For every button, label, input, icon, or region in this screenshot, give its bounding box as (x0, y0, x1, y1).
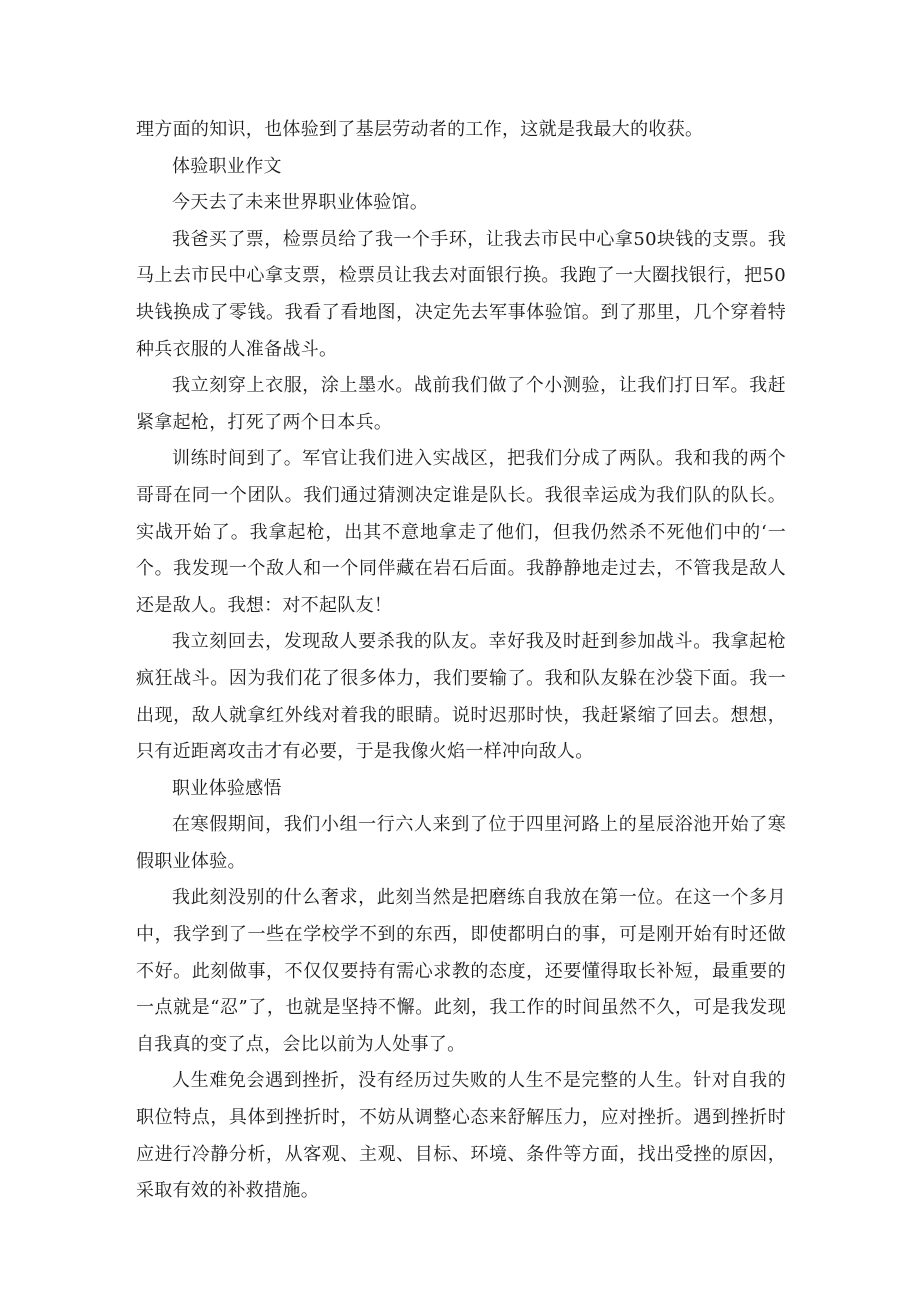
paragraph: 在寒假期间，我们小组一行六人来到了位于四里河路上的星辰浴池开始了寒假职业体验。 (136, 814, 786, 872)
paragraph: 今天去了未来世界职业体验馆。 (172, 192, 429, 214)
paragraph-continuation: 理方面的知识，也体验到了基层劳动者的工作，这就是我最大的收获。 (136, 119, 704, 140)
paragraph: 我立刻穿上衣服，涂上墨水。战前我们做了个小测验，让我们打日军。我赶紧拿起枪，打死了两个日本兵。 (136, 375, 786, 433)
paragraph: 我此刻没别的什么奢求，此刻当然是把磨练自我放在第一位。在这一个多月中，我学到了一些在学校学不到的东西，即使都明白的事，可是刚开始有时还做不好。此刻做事，不仅仅要持有需心求教的态度，还要懂得取长补短，最重要的一点就是“忍”了，也就是坚持不懈。此刻，我工作的时间虽然不久，可是我发现自我真的变了点，会比以前为人处事了。 (136, 887, 786, 1055)
paragraph: 训练时间到了。军官让我们进入实战区，把我们分成了两队。我和我的两个哥哥在同一个团队。我们通过猜测决定谁是队长。我很幸运成为我们队的队长。实战开始了。我拿起枪，出其不意地拿走了他们，但我仍然杀不死他们中的‘一个。我发现一个敌人和一个同伴藏在岩石后面。我静静地走过去，不管我是敌人还是敌人。我想：对不起队友！ (136, 448, 786, 616)
section-heading-career-essay: 体验职业作文 (172, 155, 282, 177)
paragraph: 我爸买了票，检票员给了我一个手环，让我去市民中心拿50块钱的支票。我马上去市民中心拿支票，检票员让我去对面银行换。我跑了一大圈找银行，把50块钱换成了零钱。我看了看地图，决定先去军事体验馆。到了那里，几个穿着特种兵衣服的人准备战斗。 (136, 228, 786, 360)
paragraph: 我立刻回去，发现敌人要杀我的队友。幸好我及时赶到参加战斗。我拿起枪疯狂战斗。因为我们花了很多体力，我们要输了。我和队友躲在沙袋下面。我一出现，敌人就拿红外线对着我的眼睛。说时迟那时快，我赶紧缩了回去。想想，只有近距离攻击才有必要，于是我像火焰一样冲向敌人。 (136, 631, 786, 763)
paragraph: 人生难免会遇到挫折，没有经历过失败的人生不是完整的人生。针对自我的职位特点，具体到挫折时，不妨从调整心态来舒解压力，应对挫折。遇到挫折时应进行冷静分析，从客观、主观、目标、环境、条件等方面，找出受挫的原因，采取有效的补救措施。 (136, 1070, 786, 1202)
section-heading-career-reflection: 职业体验感悟 (172, 777, 282, 799)
document-body (136, 112, 786, 1210)
